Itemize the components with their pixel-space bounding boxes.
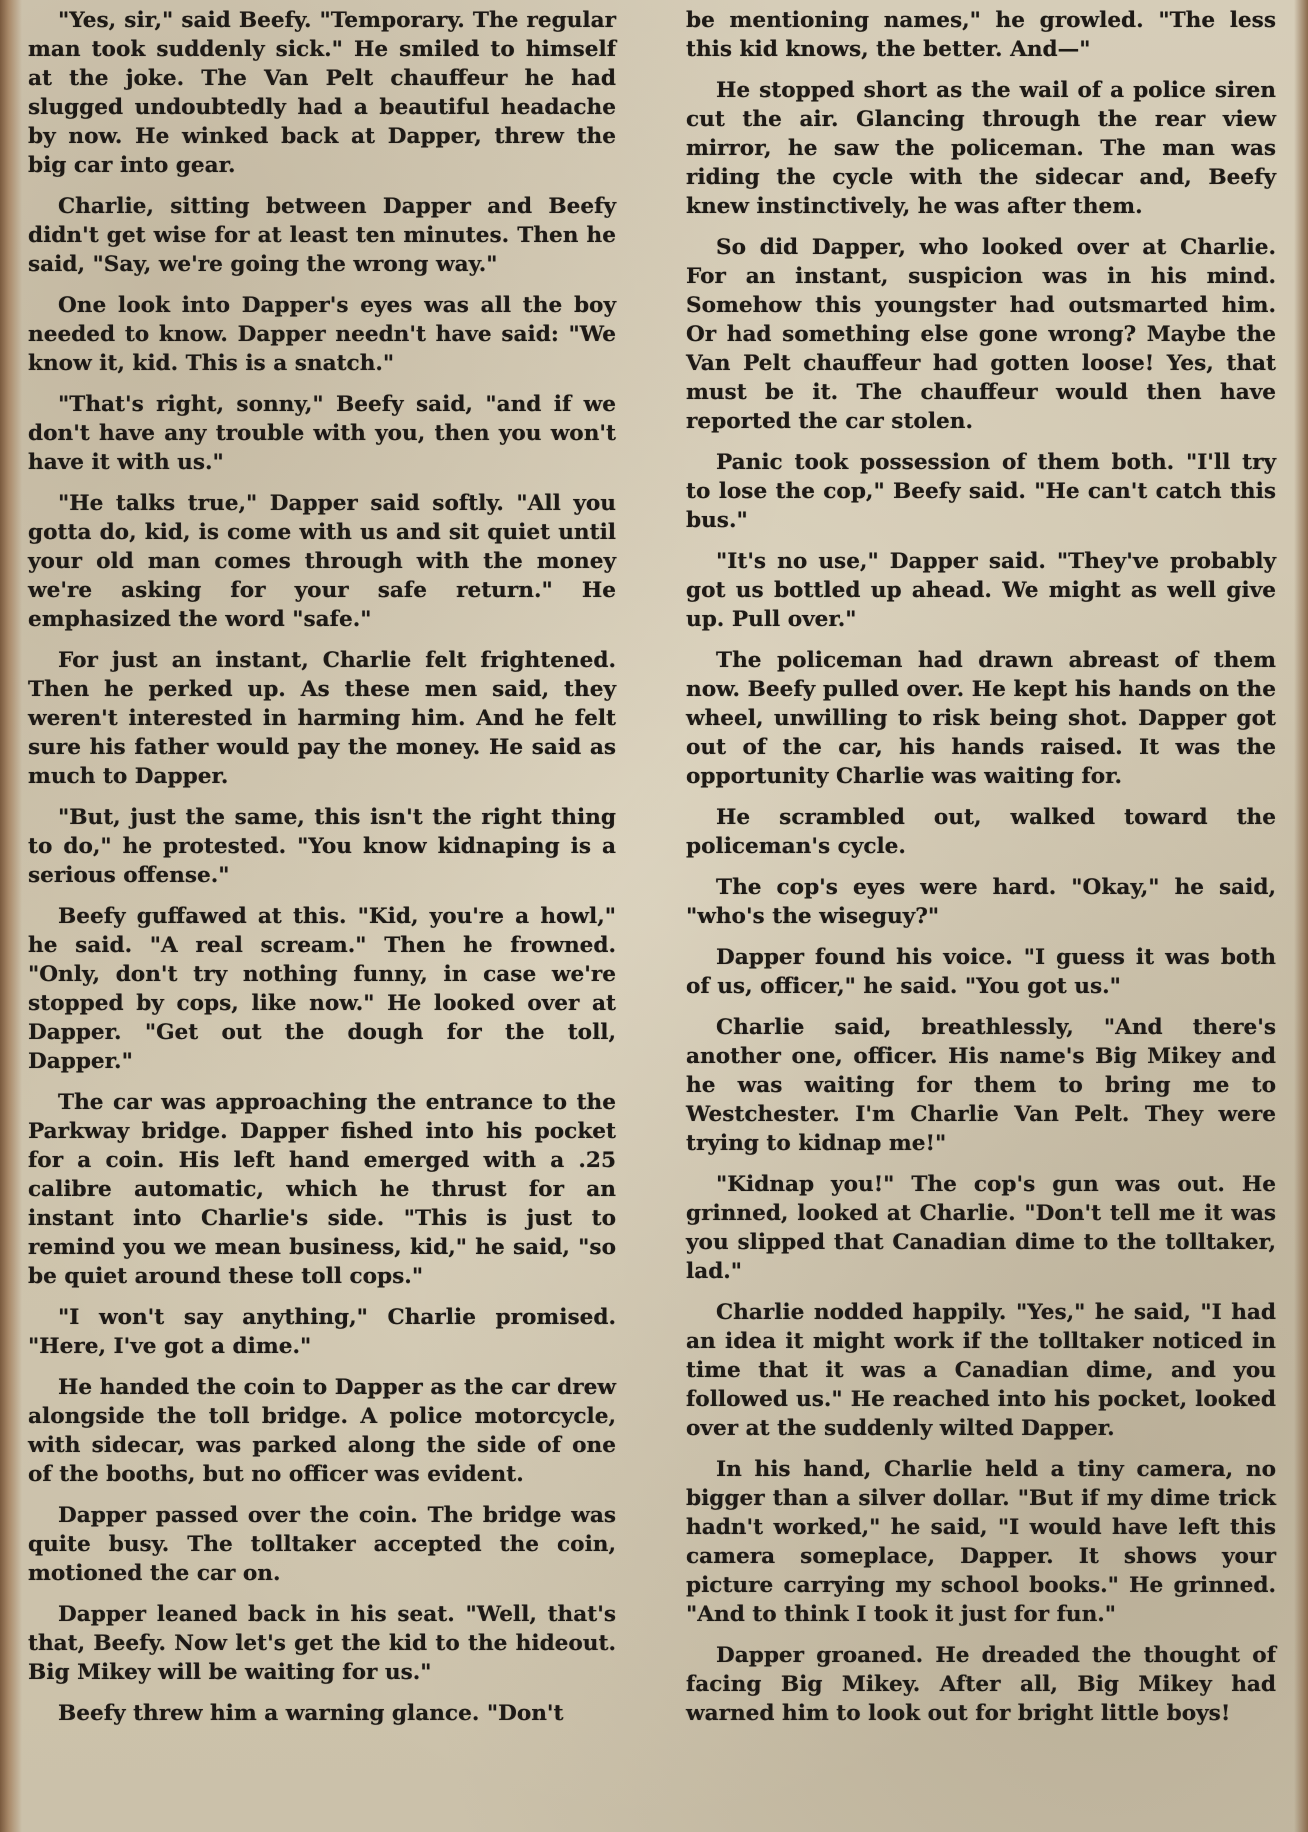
right-text-column — [686, 6, 1276, 1740]
story-paragraph: Dapper passed over the coin. The bridge was quite busy. The tolltaker accepted the coin, motioned the car on. — [28, 1503, 616, 1586]
story-paragraph: The cop's eyes were hard. "Okay," he said, "who's the wiseguy?" — [686, 875, 1276, 929]
story-paragraph: Beefy threw him a warning glance. "Don't — [58, 1701, 564, 1726]
story-paragraph: Beefy guffawed at this. "Kid, you're a howl," he said. "A real scream." Then he frowned. "Only, don't try nothing funny, in case we're stopped by cops, like now." He looked over at Dapper. "Get out the dough for the toll, Dapper." — [28, 904, 616, 1074]
story-paragraph: The policeman had drawn abreast of them now. Beefy pulled over. He kept his hands on the wheel, unwilling to risk being shot. Dapper got out of the car, his hands raised. It was the opportunity Charlie was waiting for. — [686, 648, 1276, 789]
story-paragraph-continued: be mentioning names," he growled. "The less this kid knows, the better. And—" — [686, 8, 1276, 62]
story-paragraph: Charlie nodded happily. "Yes," he said, "I had an idea it might work if the tolltaker noticed in time that it was a Canadian dime, and you followed us." He reached into his pocket, looked over at the suddenly wilted Dapper. — [686, 1300, 1276, 1441]
story-paragraph: Charlie said, breathlessly, "And there's another one, officer. His name's Big Mikey and he was waiting for them to bring me to Westchester. I'm Charlie Van Pelt. They were trying to kidnap me!" — [686, 1015, 1276, 1156]
story-paragraph: Panic took possession of them both. "I'll try to lose the cop," Beefy said. "He can't catch this bus." — [686, 450, 1276, 533]
page-edge-right — [1294, 0, 1308, 1832]
story-paragraph: "That's right, sonny," Beefy said, "and if we don't have any trouble with you, then you won't have it with us." — [28, 392, 616, 475]
story-paragraph: Dapper groaned. He dreaded the thought of facing Big Mikey. After all, Big Mikey had warned him to look out for bright little boys! — [686, 1643, 1276, 1726]
story-paragraph: "Kidnap you!" The cop's gun was out. He grinned, looked at Charlie. "Don't tell me it was you slipped that Canadian dime to the tolltaker, lad." — [686, 1172, 1276, 1284]
story-paragraph: He handed the coin to Dapper as the car drew alongside the toll bridge. A police motorcycle, with sidecar, was parked along the side of one of the booths, but no officer was evident. — [28, 1375, 616, 1487]
story-paragraph: "I won't say anything," Charlie promised. "Here, I've got a dime." — [28, 1305, 616, 1359]
story-paragraph: "But, just the same, this isn't the right thing to do," he protested. "You know kidnaping is a serious offense." — [28, 805, 616, 888]
story-paragraph: Charlie, sitting between Dapper and Beefy didn't get wise for at least ten minutes. Then he said, "Say, we're going the wrong way." — [28, 194, 616, 277]
story-paragraph: "It's no use," Dapper said. "They've probably got us bottled up ahead. We might as well give up. Pull over." — [686, 549, 1276, 632]
left-text-column — [28, 6, 616, 1740]
story-paragraph: So did Dapper, who looked over at Charlie. For an instant, suspicion was in his mind. Somehow this youngster had outsmarted him. Or had something else gone wrong? Maybe the Van Pelt chauffeur had gotten loose! Yes, that must be it. The chauffeur would then have reported the car stolen. — [686, 235, 1276, 434]
story-paragraph: "Yes, sir," said Beefy. "Temporary. The regular man took suddenly sick." He smiled to himself at the joke. The Van Pelt chauffeur he had slugged undoubtedly had a beautiful headache by now. He winked back at Dapper, threw the big car into gear. — [28, 8, 616, 178]
story-paragraph: The car was approaching the entrance to the Parkway bridge. Dapper fished into his pocket for a coin. His left hand emerged with a .25 calibre automatic, which he thrust for an instant into Charlie's side. "This is just to remind you we mean business, kid," he said, "so be quiet around these toll cops." — [28, 1090, 616, 1289]
story-paragraph: "He talks true," Dapper said softly. "All you gotta do, kid, is come with us and sit quiet until your old man comes through with the money we're asking for your safe return." He emphasized the word "safe." — [28, 491, 616, 632]
story-paragraph: One look into Dapper's eyes was all the boy needed to know. Dapper needn't have said: "We know it, kid. This is a snatch." — [28, 293, 616, 376]
story-paragraph: He stopped short as the wail of a police siren cut the air. Glancing through the rear view mirror, he saw the policeman. The man was riding the cycle with the sidecar and, Beefy knew instinctively, he was after them. — [686, 78, 1276, 219]
story-paragraph: In his hand, Charlie held a tiny camera, no bigger than a silver dollar. "But if my dime trick hadn't worked," he said, "I would have left this camera someplace, Dapper. It shows your picture carrying my school books." He grinned. "And to think I took it just for fun." — [686, 1457, 1276, 1627]
story-paragraph: Dapper leaned back in his seat. "Well, that's that, Beefy. Now let's get the kid to the hideout. Big Mikey will be waiting for us." — [28, 1602, 616, 1685]
page-edge-left — [0, 0, 22, 1832]
story-paragraph: Dapper found his voice. "I guess it was both of us, officer," he said. "You got us." — [686, 945, 1276, 999]
story-paragraph: He scrambled out, walked toward the policeman's cycle. — [686, 805, 1276, 859]
story-paragraph: For just an instant, Charlie felt frightened. Then he perked up. As these men said, they weren't interested in harming him. And he felt sure his father would pay the money. He said as much to Dapper. — [28, 648, 616, 789]
